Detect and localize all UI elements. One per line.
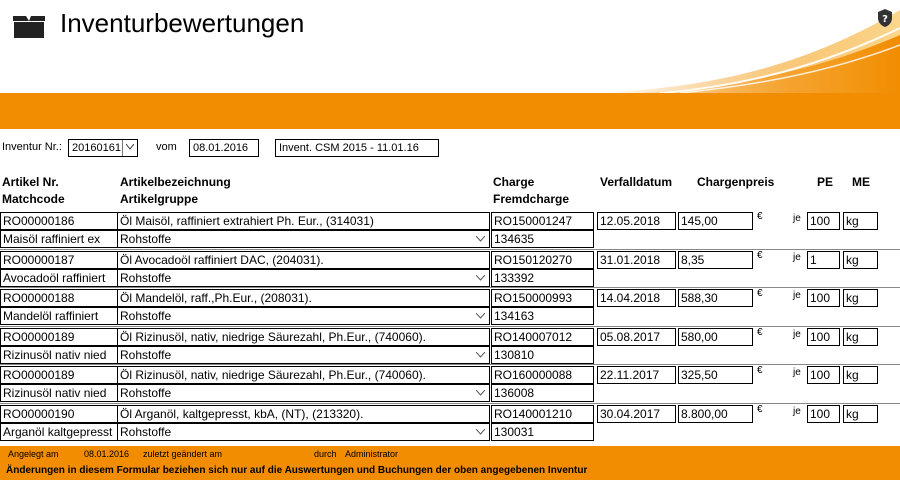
geaendert-label: zuletzt geändert am (143, 449, 223, 459)
charge-field[interactable]: RO150120270 (491, 251, 594, 269)
chevron-down-icon[interactable] (122, 140, 137, 156)
charge-field[interactable]: RO140001210 (491, 405, 594, 423)
col-fremdcharge: Fremdcharge (493, 192, 570, 206)
chargenpreis-field[interactable]: 588,30 (678, 289, 753, 307)
matchcode-field[interactable]: Mandelöl raffiniert (0, 307, 118, 325)
artikelgruppe-select[interactable] (117, 269, 490, 287)
matchcode-field[interactable]: Avocadoöl raffiniert (0, 269, 118, 287)
je-label: je (793, 405, 801, 417)
chevron-down-icon[interactable] (474, 425, 488, 439)
fremdcharge-field[interactable]: 130031 (491, 423, 594, 441)
me-field[interactable]: kg (843, 251, 878, 269)
me-field[interactable]: kg (843, 405, 878, 423)
row-divider (0, 326, 900, 327)
pe-field[interactable]: 100 (807, 405, 840, 423)
me-field[interactable]: kg (843, 328, 878, 346)
row-divider (0, 403, 900, 404)
pe-field[interactable]: 100 (807, 289, 840, 307)
col-charge: Charge (493, 175, 535, 189)
me-field[interactable]: kg (843, 289, 878, 307)
inventur-value: 20160161 (72, 142, 121, 154)
currency-label: € (757, 365, 763, 376)
artikelgruppe-value: Rohstoffe (120, 424, 172, 439)
fremdcharge-field[interactable]: 133392 (491, 269, 594, 287)
table-row (0, 328, 900, 365)
table-row (0, 212, 900, 249)
artikelbezeichnung-field[interactable]: Öl Rizinusöl, nativ, niedrige Säurezahl, Ph.Eur., (740060). (117, 366, 490, 384)
inventur-label: Inventur Nr.: (2, 141, 62, 153)
header (0, 0, 900, 93)
orange-band (0, 93, 900, 129)
charge-field[interactable]: RO160000088 (491, 366, 594, 384)
description-field[interactable]: Invent. CSM 2015 - 11.01.16 (275, 139, 439, 157)
col-artikelgruppe: Artikelgruppe (120, 192, 199, 206)
artikelbezeichnung-field[interactable]: Öl Arganöl, kaltgepresst, kbA, (NT), (213320). (117, 405, 490, 423)
chevron-down-icon[interactable] (474, 386, 488, 400)
currency-label: € (757, 211, 763, 222)
artikel-nr-field[interactable]: RO00000187 (0, 251, 118, 269)
durch-value: Administrator (345, 449, 399, 459)
artikelgruppe-value: Rohstoffe (120, 270, 172, 285)
verfalldatum-field[interactable]: 14.04.2018 (597, 289, 676, 307)
durch-label: durch (314, 449, 337, 459)
chargenpreis-field[interactable]: 8,35 (678, 251, 753, 269)
je-label: je (793, 213, 801, 224)
currency-label: € (757, 249, 763, 261)
table-row (0, 289, 900, 326)
charge-field[interactable]: RO140007012 (491, 328, 594, 346)
artikel-nr-field[interactable]: RO00000188 (0, 289, 118, 307)
verfalldatum-field[interactable]: 30.04.2017 (597, 405, 676, 423)
artikelbezeichnung-field[interactable]: Öl Rizinusöl, nativ, niedrige Säurezahl, Ph.Eur., (740060). (117, 328, 490, 346)
angelegt-label: Angelegt am (8, 449, 59, 459)
matchcode-field[interactable]: Arganöl kaltgepresst (0, 423, 118, 441)
artikelbezeichnung-field[interactable]: Öl Avocadoöl raffiniert DAC, (204031). (117, 251, 490, 269)
matchcode-field[interactable]: Maisöl raffiniert ex (0, 230, 118, 248)
artikelgruppe-select[interactable] (117, 307, 490, 325)
chargenpreis-field[interactable]: 8.800,00 (678, 405, 753, 423)
artikelgruppe-value: Rohstoffe (120, 386, 172, 400)
me-field[interactable]: kg (843, 366, 878, 384)
angelegt-value: 08.01.2016 (84, 449, 130, 459)
artikelgruppe-select[interactable] (117, 346, 490, 364)
col-matchcode: Matchcode (2, 192, 65, 206)
fremdcharge-field[interactable]: 136008 (491, 384, 594, 402)
page-title: Inventurbewertungen (60, 8, 305, 38)
fremdcharge-field[interactable]: 134163 (491, 307, 594, 325)
chargenpreis-field[interactable]: 580,00 (678, 328, 753, 346)
col-artikelbezeichnung: Artikelbezeichnung (120, 175, 231, 189)
artikelbezeichnung-field[interactable]: Öl Mandelöl, raff.,Ph.Eur., (208031). (117, 289, 490, 307)
chargenpreis-field[interactable]: 145,00 (678, 212, 753, 230)
row-divider (0, 287, 900, 288)
me-field[interactable]: kg (843, 212, 878, 230)
je-label: je (793, 290, 801, 301)
filter-row (0, 139, 900, 157)
currency-label: € (757, 403, 763, 415)
pe-field[interactable]: 100 (807, 212, 840, 230)
je-label: je (793, 367, 801, 378)
artikel-nr-field[interactable]: RO00000190 (0, 405, 118, 423)
fremdcharge-field[interactable]: 134635 (491, 230, 594, 248)
table-row (0, 251, 900, 288)
fremdcharge-field[interactable]: 130810 (491, 346, 594, 364)
artikel-nr-field[interactable]: RO00000186 (0, 212, 118, 230)
svg-text:?: ? (882, 14, 888, 25)
box-icon (12, 15, 46, 39)
pe-field[interactable]: 100 (807, 366, 840, 384)
verfalldatum-field[interactable]: 12.05.2018 (597, 212, 676, 230)
vom-label: vom (156, 141, 177, 153)
inventur-select[interactable] (68, 139, 138, 157)
pe-field[interactable]: 1 (807, 251, 840, 269)
artikelgruppe-select[interactable] (117, 230, 490, 248)
row-divider (0, 364, 900, 365)
currency-label: € (757, 326, 763, 338)
date-field[interactable]: 08.01.2016 (189, 139, 259, 157)
currency-label: € (757, 288, 763, 299)
artikelgruppe-value: Rohstoffe (120, 347, 172, 362)
je-label: je (793, 251, 801, 263)
row-divider (0, 249, 900, 250)
je-label: je (793, 328, 801, 340)
artikelgruppe-value: Rohstoffe (120, 309, 172, 323)
verfalldatum-field[interactable]: 05.08.2017 (597, 328, 676, 346)
matchcode-field[interactable]: Rizinusöl nativ nied (0, 346, 118, 364)
artikel-nr-field[interactable]: RO00000189 (0, 328, 118, 346)
footer-note: Änderungen in diesem Formular beziehen sich nur auf die Auswertungen und Buchungen der oben angegebenen Inventur (6, 465, 588, 476)
chevron-down-icon[interactable] (474, 232, 488, 246)
verfalldatum-field[interactable]: 22.11.2017 (597, 366, 676, 384)
chevron-down-icon[interactable] (474, 309, 488, 323)
chargenpreis-field[interactable]: 325,50 (678, 366, 753, 384)
chevron-down-icon[interactable] (474, 348, 488, 362)
verfalldatum-field[interactable]: 31.01.2018 (597, 251, 676, 269)
table-row (0, 366, 900, 403)
matchcode-field[interactable]: Rizinusöl nativ nied (0, 384, 118, 402)
artikelgruppe-value: Rohstoffe (120, 232, 172, 246)
chevron-down-icon[interactable] (474, 271, 488, 285)
decorative-swoosh (600, 0, 900, 93)
pe-field[interactable]: 100 (807, 328, 840, 346)
charge-field[interactable]: RO150001247 (491, 212, 594, 230)
help-shield-icon[interactable] (876, 8, 894, 28)
col-chargenpreis: Chargenpreis (697, 175, 775, 189)
artikel-nr-field[interactable]: RO00000189 (0, 366, 118, 384)
table-row (0, 405, 900, 442)
charge-field[interactable]: RO150000993 (491, 289, 594, 307)
footer (0, 446, 900, 480)
col-pe: PE (817, 175, 834, 189)
col-verfalldatum: Verfalldatum (600, 175, 673, 189)
artikelbezeichnung-field[interactable]: Öl Maisöl, raffiniert extrahiert Ph. Eur., (314031) (117, 212, 490, 230)
artikelgruppe-select[interactable] (117, 423, 490, 441)
col-artikel-nr: Artikel Nr. (2, 175, 59, 189)
col-me: ME (852, 175, 870, 189)
artikelgruppe-select[interactable] (117, 384, 490, 402)
